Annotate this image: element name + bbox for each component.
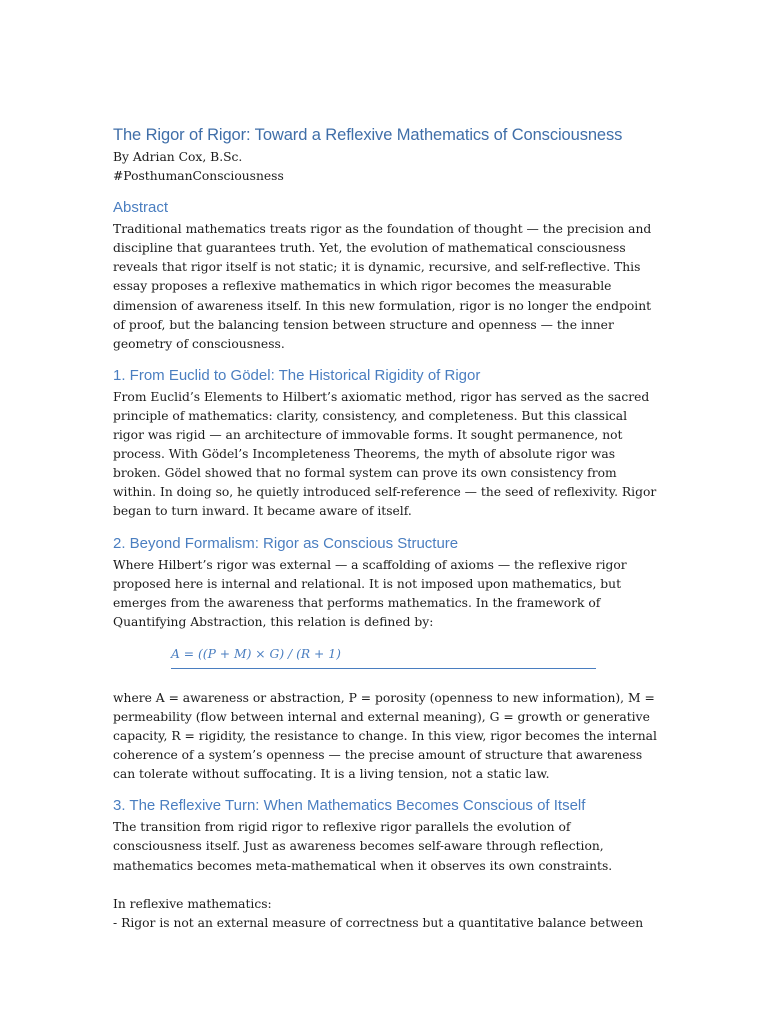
section-3-heading: 3. The Reflexive Turn: When Mathematics Becomes Conscious of Itself — [113, 797, 586, 815]
section-1-text: From Euclid’s Elements to Hilbert’s axiomatic method, rigor has served as the sacred principle of mathematics: clarity, consistency, and completeness. But this classical rigor was rigid — an architecture of immovable forms. It sought permanence, not process. With Gödel’s Incompleteness Theorems, the myth of absolute rigor was broken. Gödel showed that no formal system can prove its own consistency from within. In doing so, he quietly introduced self-reference — the seed of reflexivity. Rigor began to turn inward. It became aware of itself. — [113, 389, 657, 519]
document-page — [113, 124, 658, 933]
awareness-equation: A = ((P + M) × G) / (R + 1) — [171, 646, 341, 661]
hashtag-line: #PosthumanConsciousness — [113, 169, 284, 184]
list-item: - Rigor is not an external measure of correctness but a quantitative balance between — [113, 915, 644, 930]
author-line: By Adrian Cox, B.Sc. — [113, 150, 243, 164]
section-2-text: Where Hilbert’s rigor was external — a scaffolding of axioms — the reflexive rigor proposed here is internal and relational. It is not imposed upon mathematics, but emerges from the awareness that performs mathematics. In the framework of Quantifying Abstraction, this relation is defined by: — [113, 557, 627, 629]
section-3-text: The transition from rigid rigor to reflexive rigor parallels the evolution of consciousness itself. Just as awareness becomes self-aware through reflection, mathematics becomes meta-mathematical when it observes its own constraints. — [113, 820, 613, 873]
abstract-heading: Abstract — [113, 199, 169, 217]
equation-block — [171, 645, 596, 669]
list-intro: In reflexive mathematics: — [113, 896, 272, 911]
document-title: The Rigor of Rigor: Toward a Reflexive Mathematics of Consciousness — [113, 126, 623, 144]
equation-explanation: where A = awareness or abstraction, P = porosity (openness to new information), M = permeability (flow between internal and external meaning), G = growth or generative capacity, R = rigidity, the resistance to change. In this view, rigor becomes the internal coherence of a system’s openness — the precise amount of structure that awareness can tolerate without suffocating. It is a living tension, not a static law. — [113, 690, 657, 782]
section-1-heading: 1. From Euclid to Gödel: The Historical Rigidity of Rigor — [113, 366, 481, 384]
section-2-heading: 2. Beyond Formalism: Rigor as Conscious Structure — [113, 534, 459, 552]
abstract-text: Traditional mathematics treats rigor as the foundation of thought — the precision and discipline that guarantees truth. Yet, the evolution of mathematical consciousness reveals that rigor itself is not static; it is dynamic, recursive, and self-reflective. This essay proposes a reflexive mathematics in which rigor becomes the measurable dimension of awareness itself. In this new formulation, rigor is no longer the endpoint of proof, but the balancing tension between structure and openness — the inner geometry of consciousness. — [113, 222, 652, 351]
